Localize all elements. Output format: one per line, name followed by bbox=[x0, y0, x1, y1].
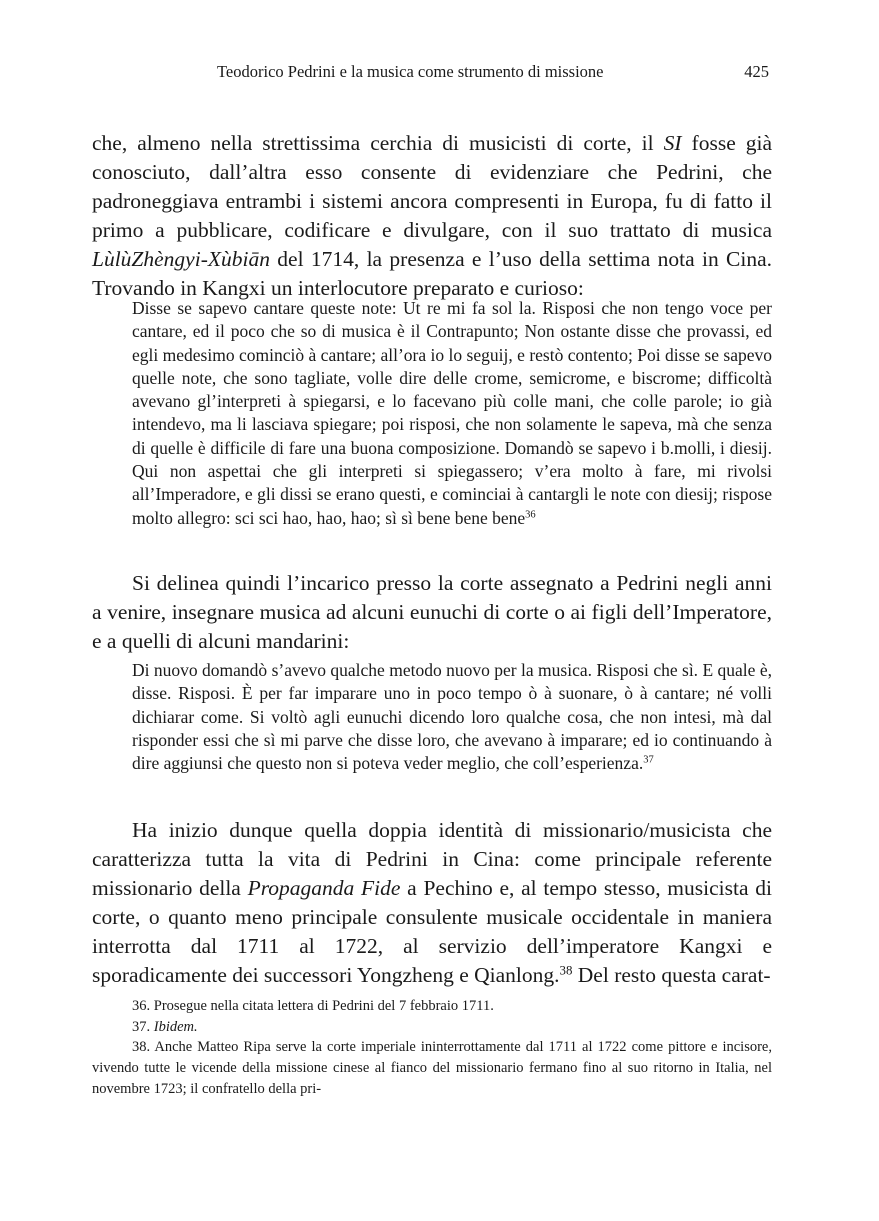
paragraph-3-text-b: a Pechino e, al tempo stesso, musicista di corte, o quanto meno principale consulente musicale occidentale in maniera interrotta dal 1711 al 1722, al servizio dell’imperatore Kangxi e sporadicamente dei successori Yongzheng e Qianlong. bbox=[92, 876, 772, 987]
footnote-37-ibidem: Ibidem. bbox=[153, 1018, 198, 1035]
block-quote-2 bbox=[132, 659, 772, 775]
running-title: Teodorico Pedrini e la musica come strumento di missione bbox=[217, 62, 604, 81]
footnote-37-number: 37. bbox=[132, 1018, 154, 1035]
paragraph-2-text: Si delinea quindi l’incarico presso la corte assegnato a Pedrini negli anni a venire, insegnare musica ad alcuni eunuchi di corte o ai figli dell’Imperatore, e a quelli di alcuni mandarini: bbox=[92, 571, 772, 653]
paragraph-3-text-c: Del resto questa carat- bbox=[572, 963, 771, 987]
paragraph-1-text-c: del 1714, la presenza e l’uso della settima nota in Cina. Trovando in Kangxi un interlocutore preparato e curioso: bbox=[92, 247, 772, 300]
footnote-36: 36. Prosegue nella citata lettera di Pedrini del 7 febbraio 1711. bbox=[132, 998, 494, 1014]
block-quote-1-text: Disse se sapevo cantare queste note: Ut re mi fa sol la. Risposi che non tengo voce per cantare, ed il poco che so di musica è il Contrapunto; Non ostante disse che provassi, ed egli medesimo cominciò à cantare; all’ora io lo seguij, e restò contento; Poi disse se sapevo quelle note, che sono tagliate, volle dire delle crome, semicrome, e biscrome; difficoltà avevano gl’interpreti à spiegarsi, e lo facevano più colle mani, che colle parole; io già intendevo, ma li lasciava spiegare; poi risposi, che non solamente le sapeva, mà che senza di quelle è difficile di fare una buona composizione. Domandò se sapevo i b.molli, i diesij. Qui non aspettai che gli interpreti si spiegassero; v’era molto à fare, mi rivolsi all’Imperadore, e gli dissi se erano questi, e cominciai à cantargli le note con diesij; rispose molto allegro: sci sci hao, hao, hao; sì sì bene bene bene bbox=[132, 298, 772, 528]
footnote-38: 38. Anche Matteo Ripa serve la corte imperiale ininterrottamente dal 1711 al 1722 come pittore e incisore, vivendo tutte le vicende della missione cinese al fianco del missionario fermano fino al suo ritorno in Italia, nel novembre 1723; il confratello della pri- bbox=[92, 1039, 772, 1097]
page-header bbox=[92, 62, 769, 88]
paragraph-3-text-a: Ha inizio dunque quella doppia identità di missionario/musicista che caratterizza tutta la vita di Pedrini in Cina: come principale referente missionario della bbox=[92, 818, 772, 900]
note-si: SI bbox=[663, 131, 682, 155]
paragraph-3 bbox=[92, 816, 772, 990]
block-quote-1 bbox=[132, 297, 772, 530]
footnote-37 bbox=[92, 1017, 772, 1038]
footnotes bbox=[92, 996, 772, 1100]
paragraph-1-text-b: fosse già conosciuto, dall’altra esso consente di evidenziare che Pedrini, che padroneggiava entrambi i sistemi ancora compresenti in Europa, fu di fatto il primo a pubblicare, codificare e divulgare, con il suo trattato di musica bbox=[92, 131, 772, 242]
page-number: 425 bbox=[744, 62, 769, 81]
paragraph-1 bbox=[92, 129, 772, 303]
propaganda-fide: Propaganda Fide bbox=[247, 876, 401, 900]
block-quote-2-text: Di nuovo domandò s’avevo qualche metodo nuovo per la musica. Risposi che sì. E quale è, disse. Risposi. È per far imparare uno in poco tempo ò à suonare, ò à cantare; né volli dichiarar come. Si voltò agli eunuchi dicendo loro qualche cosa, che non intesi, mà dal risponder essi che sì mi parve che disse loro, che avevano à imparare; ed io continuando à dire aggiunsi che questo non si poteva veder meglio, che coll’esperienza. bbox=[132, 660, 772, 774]
footnote-ref-36: 36 bbox=[525, 509, 536, 521]
footnote-ref-37: 37 bbox=[643, 754, 654, 766]
treatise-title: LùlùZhèngyi-Xùbiān bbox=[92, 247, 270, 271]
paragraph-1-text-a: che, almeno nella strettissima cerchia di musicisti di corte, il bbox=[92, 131, 664, 155]
paragraph-2 bbox=[92, 569, 772, 656]
footnote-ref-38: 38 bbox=[559, 963, 573, 978]
